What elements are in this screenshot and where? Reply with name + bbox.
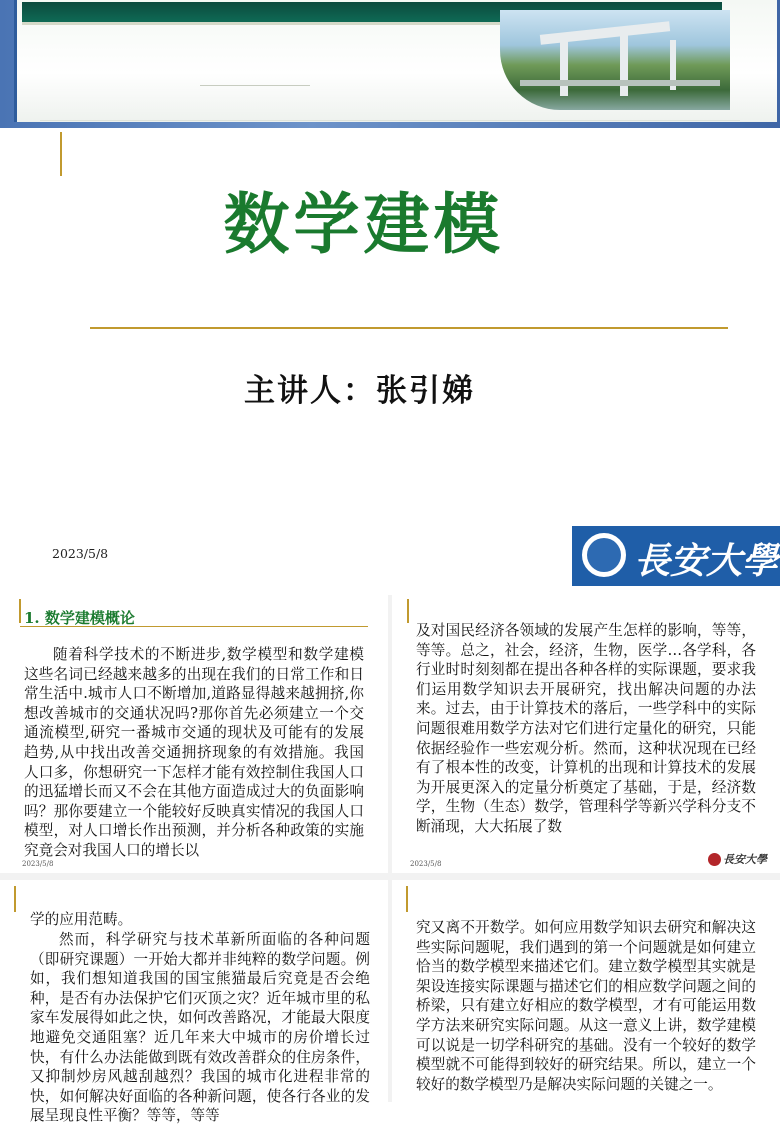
slide-2 (0, 595, 388, 873)
university-logo-text: 長安大學 (723, 853, 767, 866)
slide-2-paragraph: 随着科学技术的不断进步,数学模型和数学建模这些名词已经越来越多的出现在我们的日常工作和日常生活中.城市人口不断增加,道路显得越来越拥挤,你想改善城市的交通状况吗?那你首先必须建立一个交通流模型,研究一番城市交通的现状及可能有的发展趋势,从中找出改善交通拥挤现象的有效措施。我国人口多，你想研究一下怎样才能有效控制住我国人口的迅猛增长而又不会在其他方面造成过大的负面影响吗？那你要建立一个能较好反映真实情况的我国人口模型，对人口增长作出预测，并分析各种政策的实施究竟会对我国人口的增长以 (24, 646, 364, 859)
slide-3-paragraph: 及对国民经济各领域的发展产生怎样的影响，等等，等等。总之，社会，经济，生物，医学…各学科，各行业时时刻刻都在提出各种各样的实际课题，要求我们运用数学知识去开展研究，找出解决问题的办法来。过去，由于计算技术的落后，一些学科中的实际问题很难用数学方法对它们进行定量化的研究，只能依据经验作一些宏观分析。然而，这种状况现在已经有了根本性的改变，计算机的出现和计算技术的发展为开展更深入的定量分析奠定了基础，于是，经济数学，生物（生态）数学，管理科学等新兴学科分支不断涌现，大大拓展了数 (416, 622, 756, 835)
slide-5-paragraph: 究又离不开数学。如何应用数学知识去研究和解决这些实际问题呢，我们遇到的第一个问题就是如何建立恰当的数学模型来描述它们。建立数学模型其实就是架设连接实际课题与描述它们的相应数学问题之间的桥梁，只有建立好相应的数学模型，才有可能运用数学方法来研究实际问题。从这一意义上讲，数学建模可以说是一切学科研究的基础。没有一个较好的数学模型就不可能得到较好的研究结果。所以，建立一个较好的数学模型乃是解决实际问题的关键之一。 (416, 919, 756, 1093)
slide-title: 数学建模 (223, 185, 504, 263)
university-seal-icon (708, 853, 721, 866)
slide-separator (0, 873, 780, 880)
gold-vertical-rule (407, 599, 409, 623)
slide-2-date: 2023/5/8 (22, 860, 54, 868)
gold-vertical-rule (14, 886, 16, 912)
gold-vertical-rule (60, 132, 62, 176)
slide-3 (392, 595, 780, 873)
slide-separator (388, 595, 392, 1102)
university-logo-text: 長安大學 (634, 540, 779, 582)
slide-2-heading: 1. 数学建模概论 (24, 609, 135, 627)
slide-4-first-line: 学的应用范畴。 (30, 911, 133, 928)
slide-5 (392, 880, 780, 1102)
banner-photo-image (500, 10, 730, 110)
gold-vertical-rule (19, 599, 21, 623)
slide-date: 2023/5/8 (52, 546, 109, 561)
slide-4-paragraph: 然而，科学研究与技术革新所面临的各种问题（即研究课题）一开始大都并非纯粹的数学问题。例如，我们想知道我国的国宝熊猫最后究竟是否会绝种，是否有办法保护它们灭顶之灾？近年城市里的私家车发展得如此之快，如何改善路况，才能最大限度地避免交通阻塞？近几年来大中城市的房价增长过快，有什么办法能做到既有效改善群众的住房条件，又抑制炒房风越刮越烈？我国的城市化进程非常的快，如何解决好面临的各种新问题，使各行各业的发展呈现良性平衡？等等，等等 (30, 931, 370, 1125)
slide-3-date: 2023/5/8 (410, 860, 442, 868)
banner-rule-bottom (40, 120, 740, 121)
gold-horizontal-rule (90, 327, 728, 329)
presenter-name: 主讲人：张引娣 (244, 373, 475, 409)
banner-rule (200, 85, 310, 86)
gold-vertical-rule (406, 886, 408, 912)
slide-4 (0, 880, 388, 1125)
university-seal-emblem-icon (587, 538, 621, 572)
